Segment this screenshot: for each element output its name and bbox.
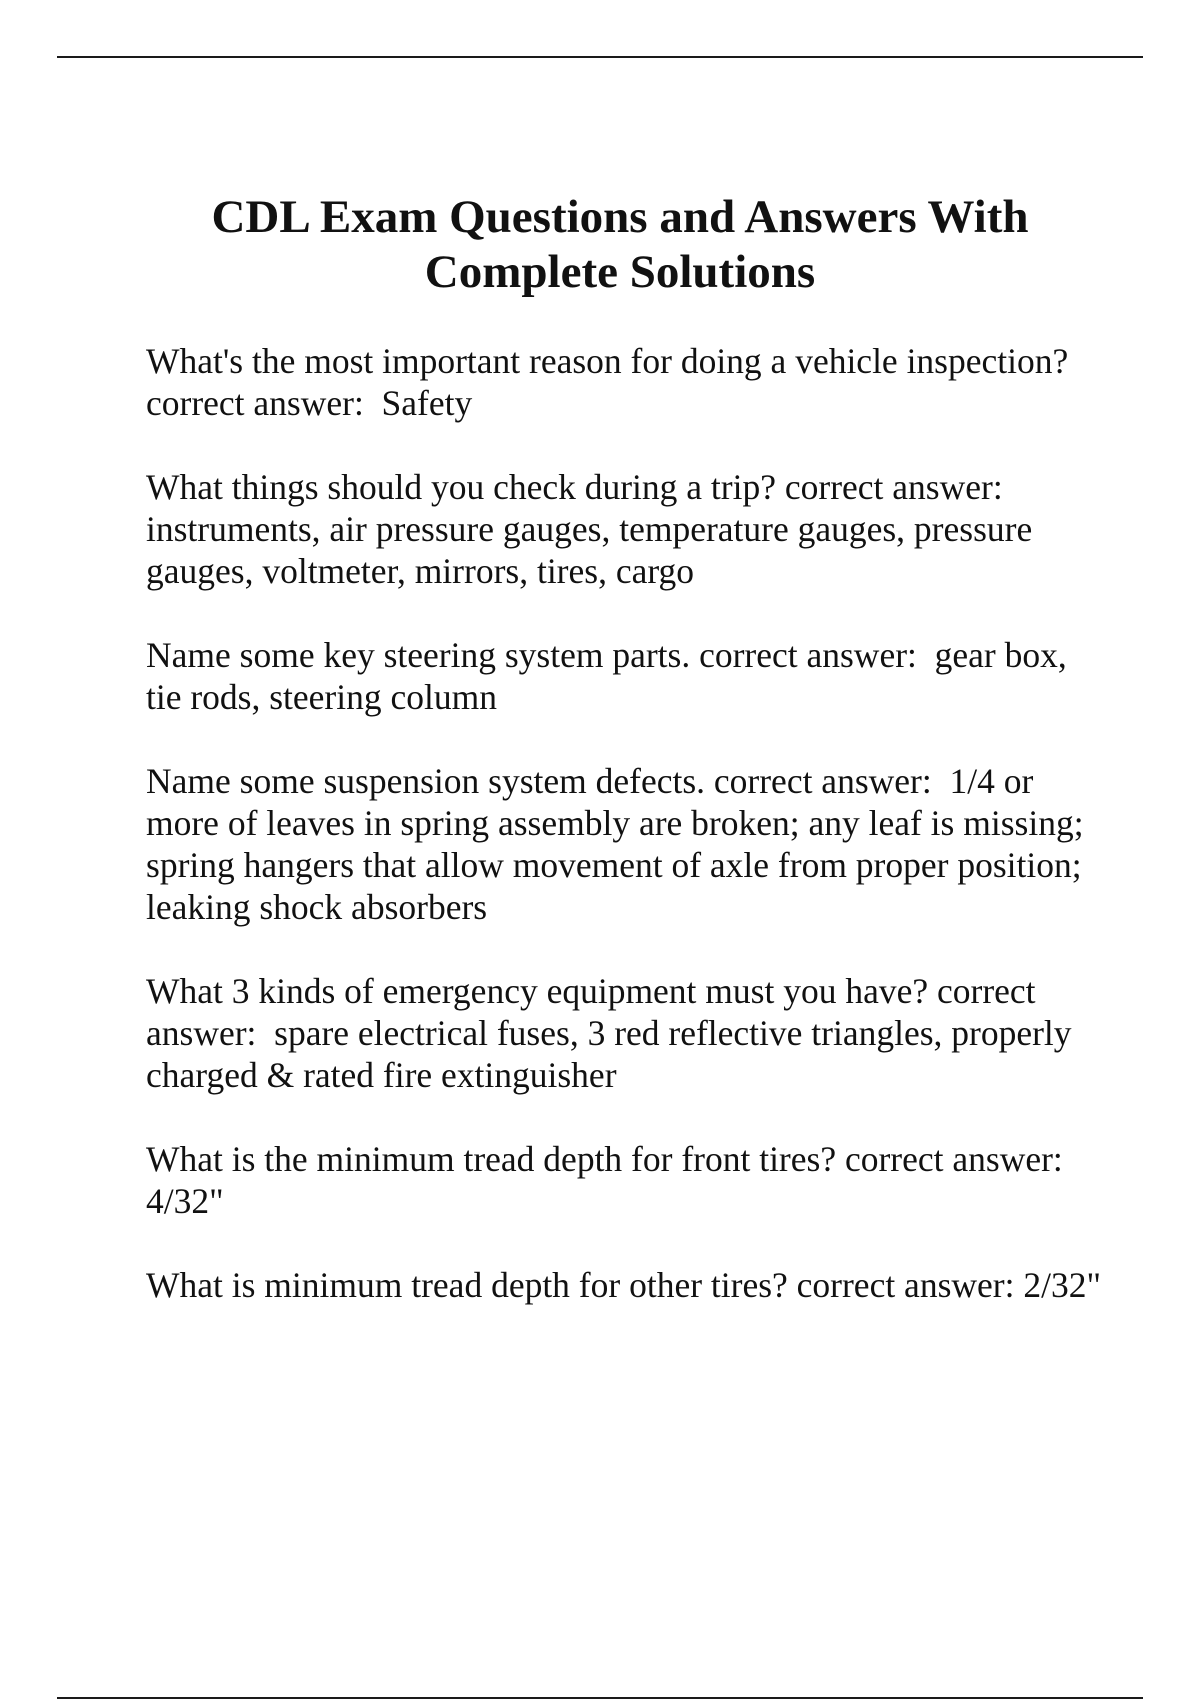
qa-item (146, 1264, 1106, 1306)
answer-text: correct answer: 2/32" (796, 1265, 1101, 1305)
answer-text: correct answer: spare electrical fuses, 3 red reflective triangles, properly charged & rated fire extinguisher (146, 971, 1081, 1095)
qa-item (146, 340, 1106, 424)
answer-text: correct answer: 1/4 or more of leaves in spring assembly are broken; any leaf is missing; spring hangers that allow movement of axle from proper position; leaking shock absorbers (146, 761, 1093, 927)
question-text: What's the most important reason for doing a vehicle inspection? (146, 341, 1069, 381)
question-text: Name some key steering system parts. (146, 635, 691, 675)
qa-item (146, 1138, 1106, 1222)
title-line-2: Complete Solutions (424, 246, 816, 298)
question-text: What things should you check during a trip? (146, 467, 776, 507)
answer-text: correct answer: gear box, tie rods, steering column (146, 635, 1076, 717)
qa-item (146, 760, 1106, 928)
answer-text: correct answer: instruments, air pressure gauges, temperature gauges, pressure gauges, voltmeter, mirrors, tires, cargo (146, 467, 1042, 591)
question-text: What is minimum tread depth for other tires? (146, 1265, 788, 1305)
answer-text: correct answer: Safety (146, 383, 473, 423)
question-text: What is the minimum tread depth for front tires? (146, 1139, 837, 1179)
qa-item (146, 466, 1106, 592)
title-line-1: CDL Exam Questions and Answers With (211, 191, 1029, 243)
top-divider (57, 56, 1143, 58)
qa-list (146, 340, 1106, 1348)
answer-text: correct answer: 4/32" (146, 1139, 1072, 1221)
bottom-divider (57, 1697, 1143, 1699)
question-text: Name some suspension system defects. (146, 761, 706, 801)
question-text: What 3 kinds of emergency equipment must you have? (146, 971, 929, 1011)
qa-item (146, 970, 1106, 1096)
page-title (100, 190, 1140, 300)
qa-item (146, 634, 1106, 718)
